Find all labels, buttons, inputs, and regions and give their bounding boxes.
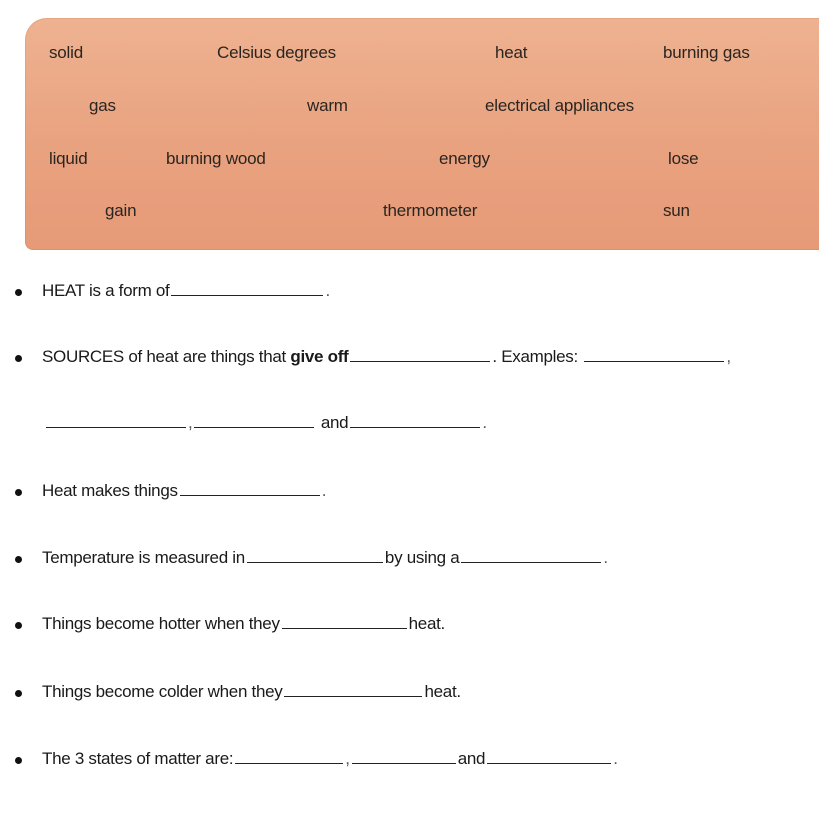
sentence-text: heat. bbox=[408, 614, 445, 633]
word-sun: sun bbox=[663, 201, 690, 220]
word-celsius-degrees: Celsius degrees bbox=[217, 43, 336, 62]
sentence-text: . Examples: bbox=[492, 347, 578, 366]
word-lose: lose bbox=[668, 149, 699, 168]
answer-blank[interactable] bbox=[282, 614, 407, 629]
bullet bbox=[15, 289, 22, 296]
answer-blank[interactable] bbox=[350, 347, 490, 362]
bullet bbox=[15, 556, 22, 563]
sentence-text: by using a bbox=[384, 548, 460, 567]
punctuation: . bbox=[482, 413, 487, 432]
word-energy: energy bbox=[439, 149, 490, 168]
word-burning-wood: burning wood bbox=[166, 149, 266, 168]
sentence-text: HEAT is a form of bbox=[42, 281, 170, 300]
answer-blank[interactable] bbox=[461, 548, 601, 563]
sentence-bold-text: give off bbox=[290, 347, 349, 366]
word-liquid: liquid bbox=[49, 149, 88, 168]
bullet bbox=[15, 757, 22, 764]
punctuation: . bbox=[321, 481, 327, 500]
sentence-text: and bbox=[320, 413, 349, 432]
punctuation: . bbox=[325, 281, 330, 300]
sentence-text: The 3 states of matter are: bbox=[42, 749, 234, 768]
sentence-text: Temperature is measured in bbox=[42, 548, 245, 567]
answer-blank[interactable] bbox=[584, 347, 724, 362]
answer-blank[interactable] bbox=[487, 749, 611, 764]
punctuation: , bbox=[345, 749, 350, 768]
word-gas: gas bbox=[89, 96, 116, 115]
answer-blank[interactable] bbox=[247, 548, 383, 563]
sentence-text: Heat makes things bbox=[42, 481, 178, 500]
sentence-text: Things become hotter when they bbox=[42, 614, 280, 633]
answer-blank[interactable] bbox=[350, 413, 480, 428]
word-burning-gas: burning gas bbox=[663, 43, 750, 62]
word-thermometer: thermometer bbox=[383, 201, 478, 220]
punctuation: , bbox=[188, 413, 193, 432]
punctuation: . bbox=[613, 749, 618, 768]
word-gain: gain bbox=[105, 201, 137, 220]
answer-blank[interactable] bbox=[284, 682, 422, 697]
sentence-text: SOURCES of heat are things that bbox=[42, 347, 291, 366]
answer-blank[interactable] bbox=[171, 281, 323, 296]
punctuation: , bbox=[726, 347, 731, 366]
answer-blank[interactable] bbox=[194, 413, 314, 428]
sentence-text: heat. bbox=[424, 682, 461, 701]
bullet bbox=[15, 489, 22, 496]
word-solid: solid bbox=[49, 43, 83, 62]
bullet bbox=[15, 355, 22, 362]
word-bank-box bbox=[25, 18, 819, 250]
bullet bbox=[15, 690, 22, 697]
word-warm: warm bbox=[307, 96, 348, 115]
answer-blank[interactable] bbox=[46, 413, 186, 428]
answer-blank[interactable] bbox=[235, 749, 343, 764]
answer-blank[interactable] bbox=[352, 749, 456, 764]
bullet bbox=[15, 622, 22, 629]
sentence-text: Things become colder when they bbox=[42, 682, 283, 701]
word-heat: heat bbox=[495, 43, 528, 62]
sentence-text: and bbox=[457, 749, 486, 768]
punctuation: . bbox=[603, 548, 608, 567]
answer-blank[interactable] bbox=[180, 481, 320, 496]
word-electrical-appliances: electrical appliances bbox=[485, 96, 634, 115]
